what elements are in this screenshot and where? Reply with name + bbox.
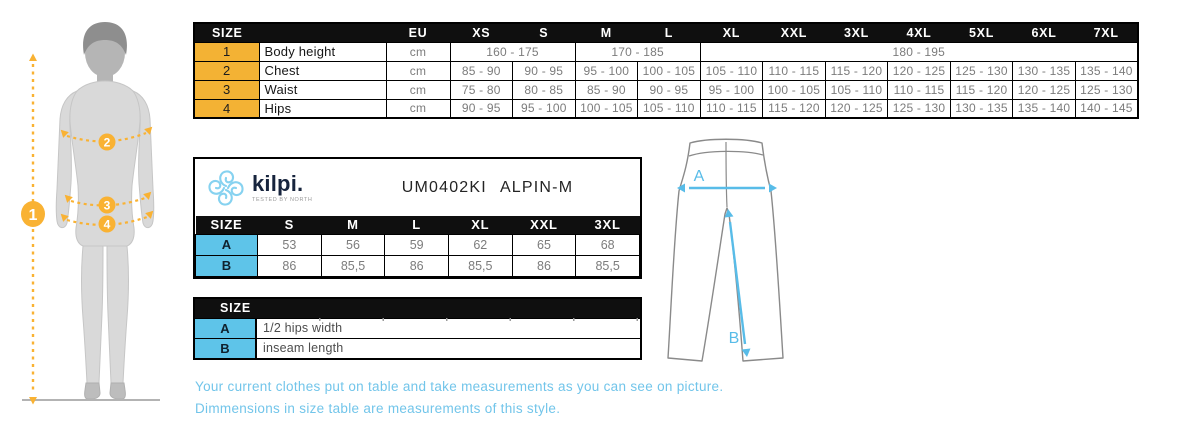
value-cell: 86 xyxy=(512,255,576,276)
legend-label-b: B xyxy=(195,339,257,358)
range-cell: 125 - 130 xyxy=(1075,80,1138,99)
range-cell: 80 - 85 xyxy=(513,80,576,99)
range-cell: 85 - 90 xyxy=(450,61,513,80)
col-l: L xyxy=(385,216,449,234)
size-header-label: SIZE xyxy=(196,216,258,234)
product-size-table xyxy=(193,157,642,279)
body-measurement-figure xyxy=(0,0,190,420)
legend-label-a: A xyxy=(195,319,257,338)
body-height-row xyxy=(194,42,1138,61)
range-cell: 105 - 110 xyxy=(638,99,701,118)
range-cell: 130 - 135 xyxy=(950,99,1013,118)
col-6xl: 6XL xyxy=(1013,23,1076,42)
product-name: ALPIN-M xyxy=(499,178,574,196)
legend-row-b xyxy=(195,338,640,358)
value-cell: 86 xyxy=(258,255,322,276)
value-cell: 68 xyxy=(576,234,640,255)
kilpi-logo xyxy=(205,164,312,212)
row-label-a: A xyxy=(196,234,258,255)
value-cell: 62 xyxy=(448,234,512,255)
range-cell: 120 - 125 xyxy=(888,61,951,80)
row-label: Body height xyxy=(259,42,386,61)
range-cell: 130 - 135 xyxy=(1013,61,1076,80)
range-cell: 100 - 105 xyxy=(763,80,826,99)
range-cell: 95 - 100 xyxy=(513,99,576,118)
marker-4: 4 xyxy=(103,217,111,232)
value-cell: 85,5 xyxy=(448,255,512,276)
range-cell: 120 - 125 xyxy=(825,99,888,118)
legend-row-a xyxy=(195,318,640,338)
range-cell: 125 - 130 xyxy=(888,99,951,118)
row-label: Waist xyxy=(259,80,386,99)
range-cell: 105 - 110 xyxy=(825,80,888,99)
product-code: UM0402KI xyxy=(401,178,487,196)
range-cell: 90 - 95 xyxy=(450,99,513,118)
col-xxl: XXL xyxy=(512,216,576,234)
arrow-up-icon xyxy=(29,54,37,62)
value-cell: 53 xyxy=(258,234,322,255)
value-cell: 86 xyxy=(385,255,449,276)
row-number: 4 xyxy=(194,99,259,118)
product-header xyxy=(195,159,640,216)
range-cell: 180 - 195 xyxy=(700,42,1138,61)
range-cell: 140 - 145 xyxy=(1075,99,1138,118)
marker-3: 3 xyxy=(103,198,111,213)
main-size-table xyxy=(193,22,1139,119)
range-cell: 125 - 130 xyxy=(950,61,1013,80)
range-cell: 100 - 105 xyxy=(638,61,701,80)
col-7xl: 7XL xyxy=(1075,23,1138,42)
col-3xl: 3XL xyxy=(576,216,640,234)
pants-measurement-diagram xyxy=(645,130,805,380)
unit-cell: cm xyxy=(386,42,450,61)
range-cell: 160 - 175 xyxy=(450,42,575,61)
range-cell: 110 - 115 xyxy=(700,99,763,118)
arrow-right-icon xyxy=(769,184,777,193)
unit-cell: cm xyxy=(386,80,450,99)
value-cell: 85,5 xyxy=(321,255,385,276)
unit-cell: cm xyxy=(386,61,450,80)
range-cell: 100 - 105 xyxy=(575,99,638,118)
legend-desc-a: 1/2 hips width xyxy=(263,321,343,335)
col-m: M xyxy=(321,216,385,234)
range-cell: 110 - 115 xyxy=(763,61,826,80)
measurement-a-row xyxy=(196,234,640,255)
product-table-header-row xyxy=(196,216,640,234)
column-ticks xyxy=(257,318,640,321)
row-label: Hips xyxy=(259,99,386,118)
brand-tagline: TESTED BY NORTH xyxy=(252,196,313,203)
marker-2: 2 xyxy=(103,135,111,150)
product-measurements xyxy=(195,216,640,277)
product-title xyxy=(345,179,630,197)
unit-cell: cm xyxy=(386,99,450,118)
col-4xl: 4XL xyxy=(888,23,951,42)
hips-row xyxy=(194,99,1138,118)
range-cell: 75 - 80 xyxy=(450,80,513,99)
col-xxl: XXL xyxy=(763,23,826,42)
range-cell: 90 - 95 xyxy=(638,80,701,99)
col-xs: XS xyxy=(450,23,513,42)
brand-text xyxy=(252,170,313,203)
col-3xl: 3XL xyxy=(825,23,888,42)
legend-desc-b: inseam length xyxy=(263,341,344,355)
size-table-header-row xyxy=(194,23,1138,42)
legend-header: SIZE xyxy=(195,299,640,318)
row-label: Chest xyxy=(259,61,386,80)
col-xl: XL xyxy=(448,216,512,234)
range-cell: 95 - 100 xyxy=(700,80,763,99)
range-cell: 105 - 110 xyxy=(700,61,763,80)
value-cell: 85,5 xyxy=(576,255,640,276)
range-cell: 115 - 120 xyxy=(950,80,1013,99)
range-cell: 110 - 115 xyxy=(888,80,951,99)
measurement-legend-table xyxy=(193,297,642,360)
kilpi-knot-icon xyxy=(205,164,247,212)
label-b: B xyxy=(728,330,740,347)
size-header-label: SIZE xyxy=(194,23,386,42)
range-cell: 85 - 90 xyxy=(575,80,638,99)
col-l: L xyxy=(638,23,701,42)
range-cell: 90 - 95 xyxy=(513,61,576,80)
col-s: S xyxy=(513,23,576,42)
col-xl: XL xyxy=(700,23,763,42)
col-m: M xyxy=(575,23,638,42)
note-line-2: Dimmensions in size table are measurements of this style. xyxy=(195,400,561,416)
value-cell: 56 xyxy=(321,234,385,255)
range-cell: 135 - 140 xyxy=(1013,99,1076,118)
range-cell: 95 - 100 xyxy=(575,61,638,80)
row-number: 3 xyxy=(194,80,259,99)
row-number: 2 xyxy=(194,61,259,80)
waist-row xyxy=(194,80,1138,99)
note-line-1: Your current clothes put on table and take measurements as you can see on picture. xyxy=(195,379,724,394)
measurement-notes xyxy=(195,376,723,419)
col-5xl: 5XL xyxy=(950,23,1013,42)
pants-outline xyxy=(668,139,783,361)
value-cell: 65 xyxy=(512,234,576,255)
range-cell: 170 - 185 xyxy=(575,42,700,61)
col-s: S xyxy=(258,216,322,234)
brand-name: kilpi. xyxy=(252,170,304,196)
value-cell: 59 xyxy=(385,234,449,255)
row-number: 1 xyxy=(194,42,259,61)
col-eu: EU xyxy=(386,23,450,42)
range-cell: 115 - 120 xyxy=(825,61,888,80)
chest-row xyxy=(194,61,1138,80)
measurement-b-row xyxy=(196,255,640,276)
row-label-b: B xyxy=(196,255,258,276)
range-cell: 115 - 120 xyxy=(763,99,826,118)
range-cell: 135 - 140 xyxy=(1075,61,1138,80)
range-cell: 120 - 125 xyxy=(1013,80,1076,99)
label-a: A xyxy=(693,168,705,185)
marker-1: 1 xyxy=(28,207,38,224)
